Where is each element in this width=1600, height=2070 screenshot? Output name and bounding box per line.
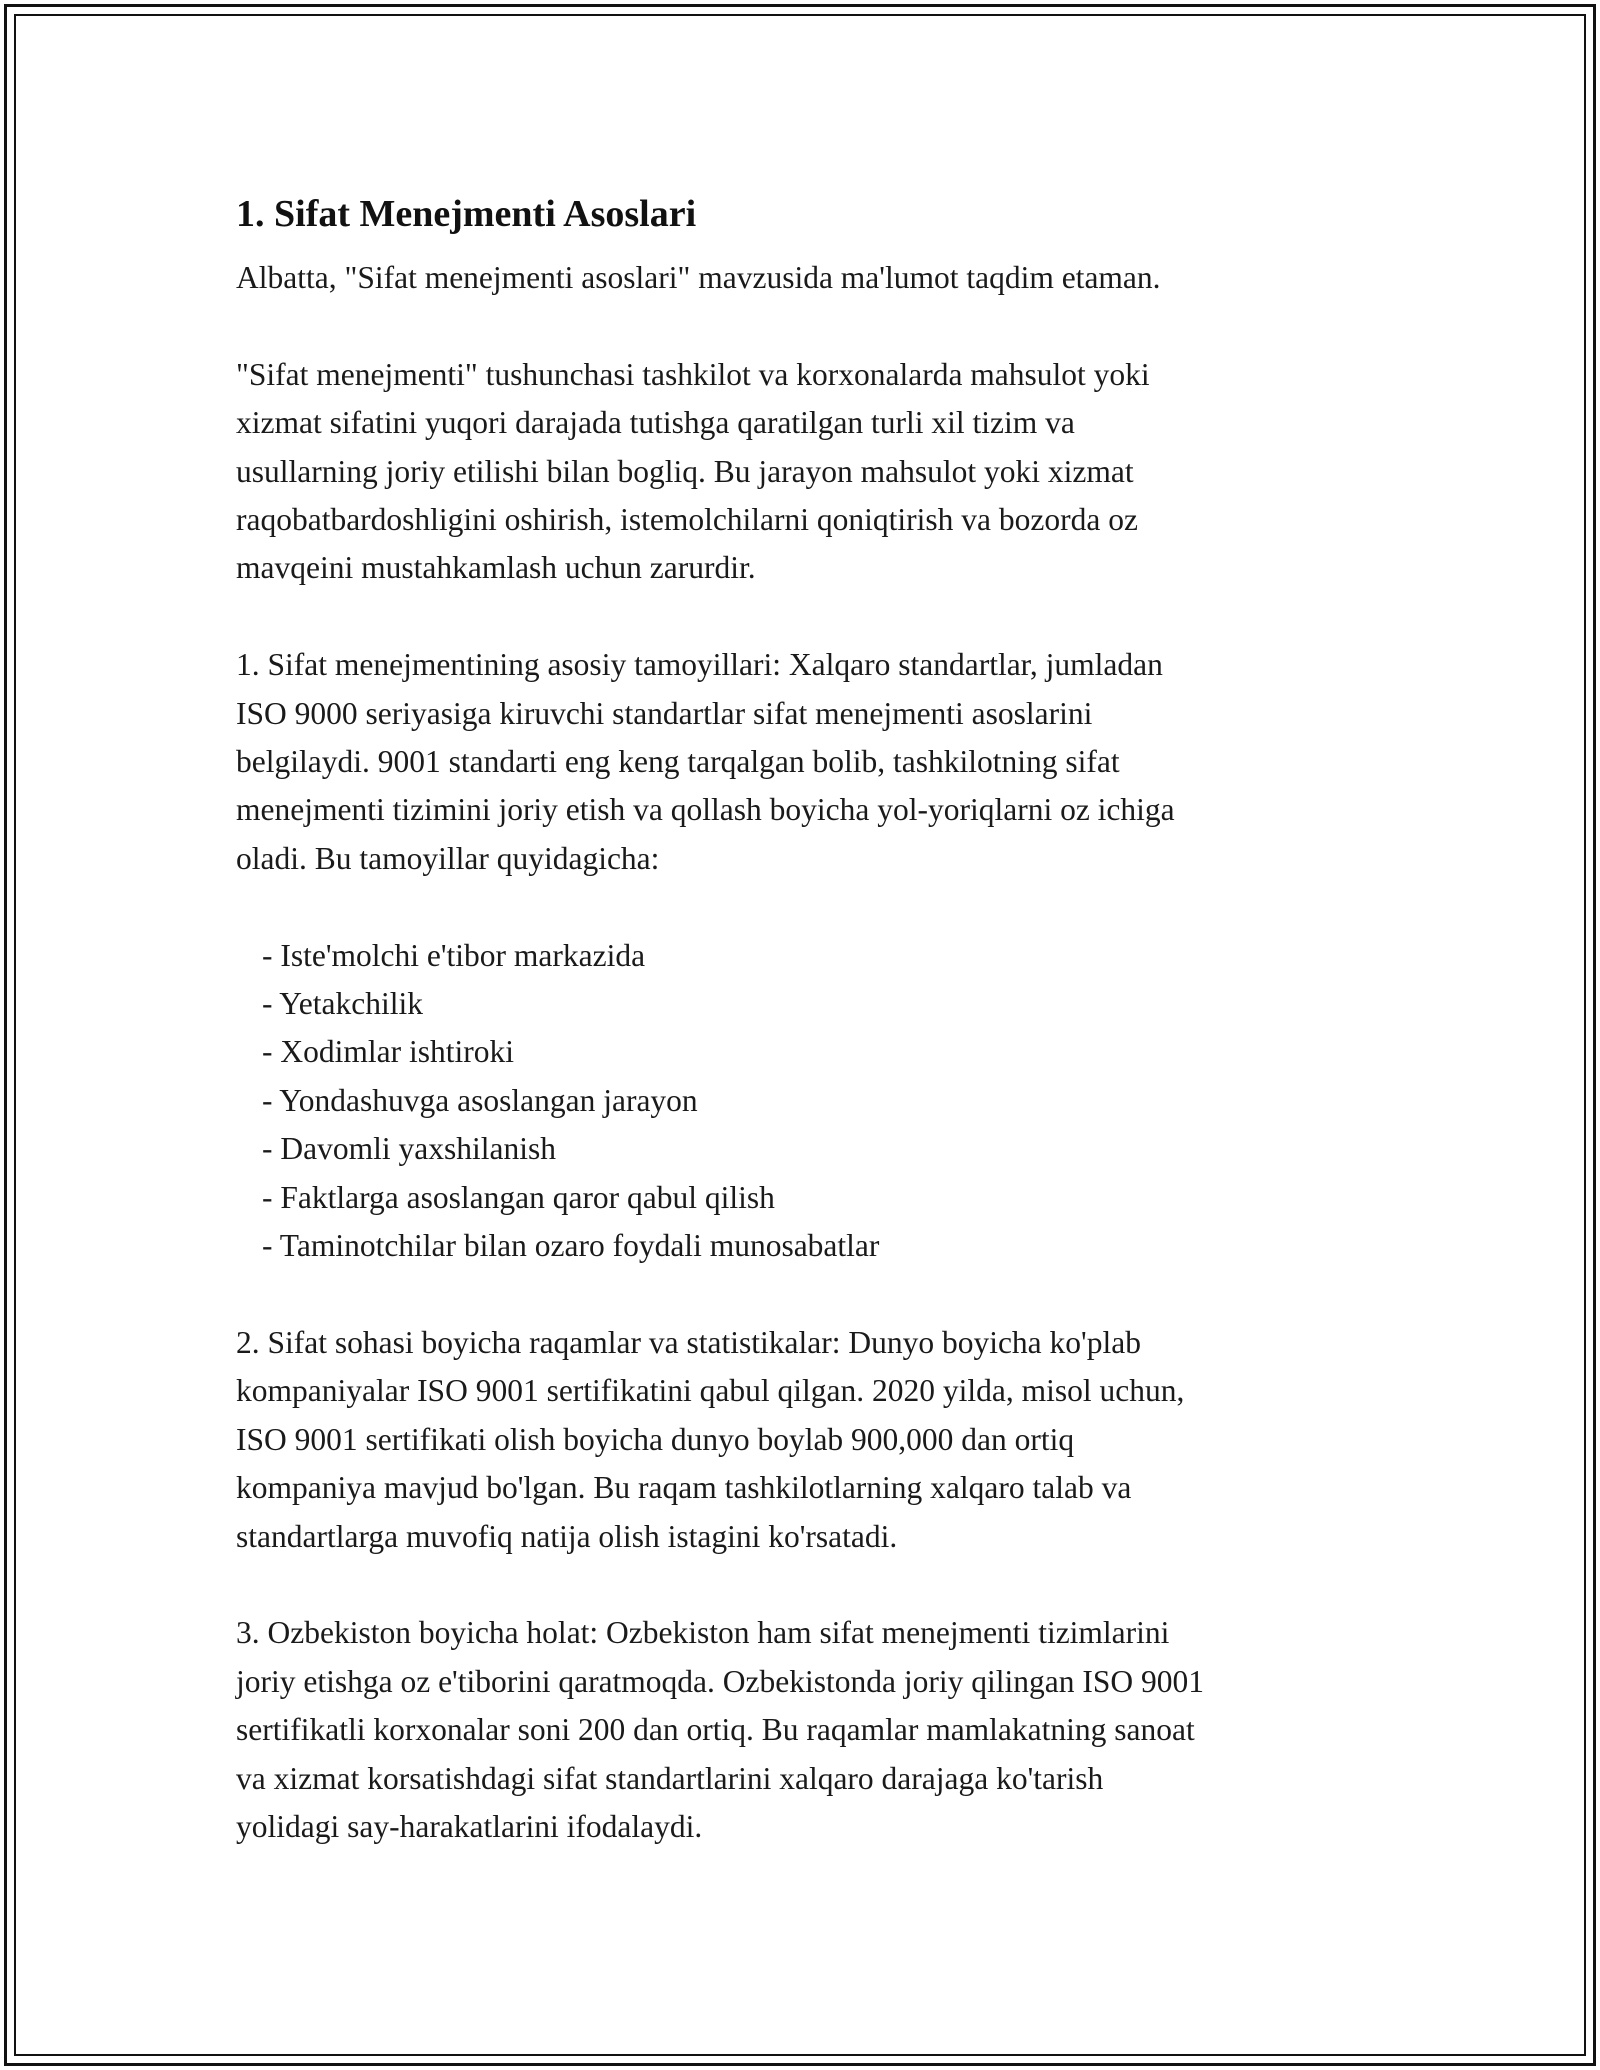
intro-paragraph: Albatta, "Sifat menejmenti asoslari" mavzusida ma'lumot taqdim etaman. — [236, 260, 1161, 295]
document-body — [236, 188, 1376, 1851]
principles-paragraph: 1. Sifat menejmentining asosiy tamoyillari: Xalqaro standartlar, jumladan ISO 9000 seriyasiga kiruvchi standartlar sifat menejmenti asoslarini belgilaydi. 9001 standarti eng keng tarqalgan bolib, tashkilotning sifat menejmenti tizimini joriy etish va qollash boyicha yol-yoriqlarni oz ichiga oladi. Bu tamoyillar quyidagicha: — [236, 647, 1175, 876]
document-title: 1. Sifat Menejmenti Asoslari — [236, 193, 697, 235]
principles-list — [236, 932, 1376, 1271]
list-item: - Taminotchilar bilan ozaro foydali munosabatlar — [262, 1228, 880, 1264]
statistics-paragraph: 2. Sifat sohasi boyicha raqamlar va statistikalar: Dunyo boyicha ko'plab kompaniyalar ISO 9001 sertifikatini qabul qilgan. 2020 yilda, misol uchun, ISO 9001 sertifikati olish boyicha dunyo boylab 900,000 dan ortiq kompaniya mavjud bo'lgan. Bu raqam tashkilotlarning xalqaro talab va standartlarga muvofiq natija olish istagini ko'rsatadi. — [236, 1324, 1185, 1554]
list-item: - Faktlarga asoslangan qaror qabul qilish — [262, 1179, 775, 1215]
uzbekistan-paragraph: 3. Ozbekiston boyicha holat: Ozbekiston ham sifat menejmenti tizimlarini joriy etishga oz e'tiborini qaratmoqda. Ozbekistonda joriy qilingan ISO 9001 sertifikatli korxonalar soni 200 dan ortiq. Bu raqamlar mamlakatning sanoat va xizmat korsatishdagi sifat standartlarini xalqaro darajaga ko'tarish yolidagi say-harakatlarini ifodalaydi. — [236, 1615, 1204, 1844]
definition-paragraph: "Sifat menejmenti" tushunchasi tashkilot va korxonalarda mahsulot yoki xizmat sifatini yuqori darajada tutishga qaratilgan turli xil tizim va usullarning joriy etilishi bilan bogliq. Bu jarayon mahsulot yoki xizmat raqobatbardoshligini oshirish, istemolchilarni qoniqtirish va bozorda oz mavqeini mustahkamlash uchun zarurdir. — [236, 356, 1150, 586]
list-item: - Yondashuvga asoslangan jarayon — [262, 1082, 698, 1118]
list-item: - Iste'molchi e'tibor markazida — [262, 937, 646, 973]
list-item: - Davomli yaxshilanish — [262, 1131, 556, 1167]
list-item: - Xodimlar ishtiroki — [262, 1034, 514, 1070]
list-item: - Yetakchilik — [262, 986, 423, 1022]
